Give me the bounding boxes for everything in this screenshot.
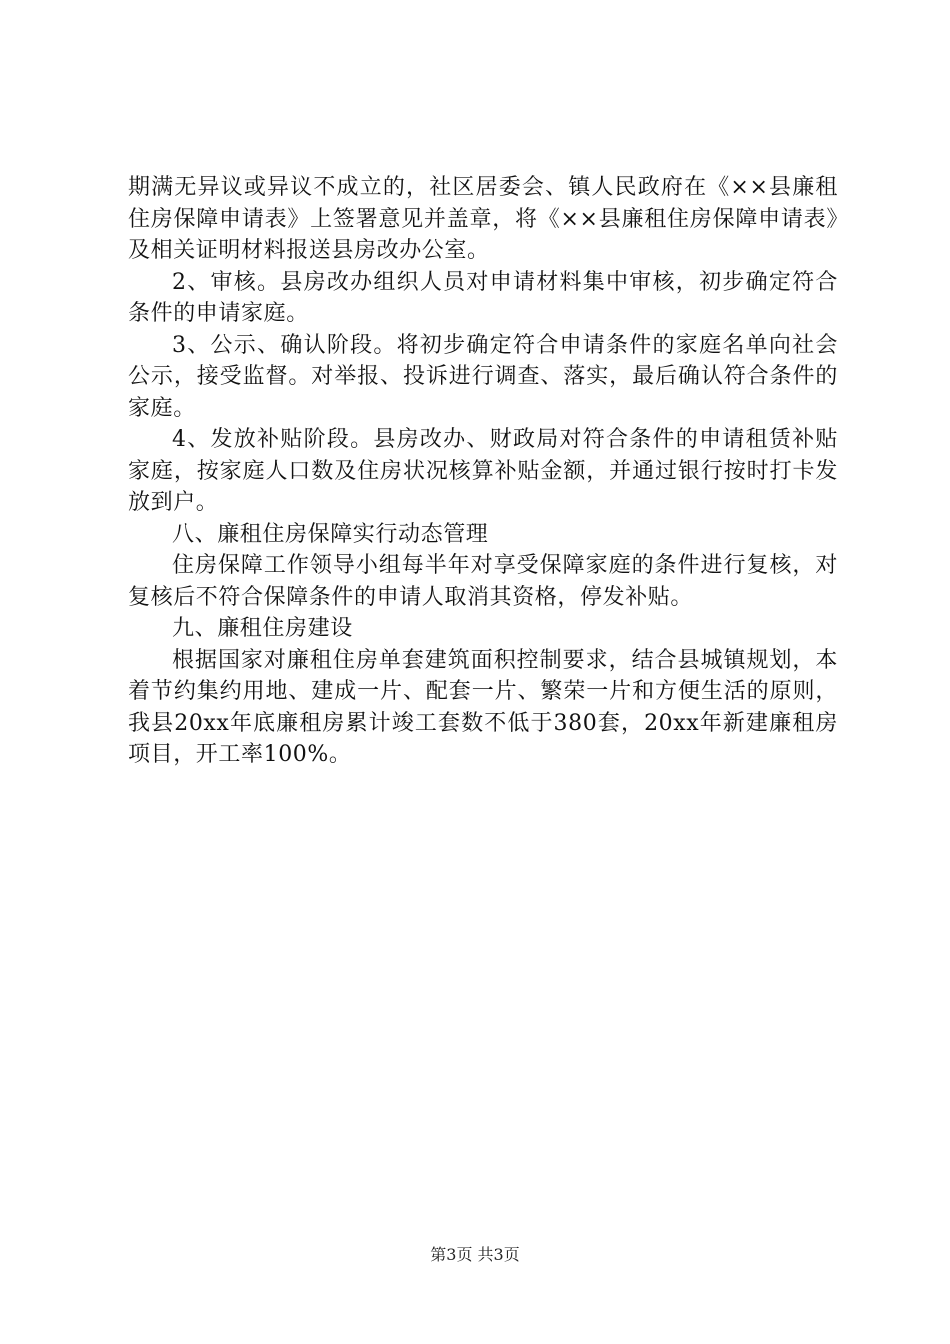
- paragraph-publicity: 3、公示、确认阶段。将初步确定符合申请条件的家庭名单向社会公示，接受监督。对举报、投诉进行调查、落实，最后确认符合条件的家庭。: [128, 332, 838, 421]
- document-body: [128, 172, 838, 771]
- section-heading-construction: 九、廉租住房建设: [172, 616, 353, 641]
- paragraph-review: 2、审核。县房改办组织人员对申请材料集中审核，初步确定符合条件的申请家庭。: [128, 269, 838, 326]
- paragraph-dynamic-management: 住房保障工作领导小组每半年对享受保障家庭的条件进行复核，对复核后不符合保障条件的申请人取消其资格，停发补贴。: [128, 553, 838, 610]
- section-heading-dynamic-management: 八、廉租住房保障实行动态管理: [172, 521, 489, 547]
- paragraph-construction: 根据国家对廉租住房单套建筑面积控制要求，结合县城镇规划，本着节约集约用地、建成一片、配套一片、繁荣一片和方便生活的原则，我县20xx年底廉租房累计竣工套数不低于380套，20xx年新建廉租房项目，开工率100%。: [128, 647, 838, 767]
- page-footer: 第3页 共3页: [430, 1245, 520, 1264]
- paragraph-continuation: 期满无异议或异议不成立的，社区居委会、镇人民政府在《××县廉租住房保障申请表》上签署意见并盖章，将《××县廉租住房保障申请表》及相关证明材料报送县房改办公室。: [128, 175, 838, 263]
- paragraph-subsidy: 4、发放补贴阶段。县房改办、财政局对符合条件的申请租赁补贴家庭，按家庭人口数及住房状况核算补贴金额，并通过银行按时打卡发放到户。: [128, 427, 838, 515]
